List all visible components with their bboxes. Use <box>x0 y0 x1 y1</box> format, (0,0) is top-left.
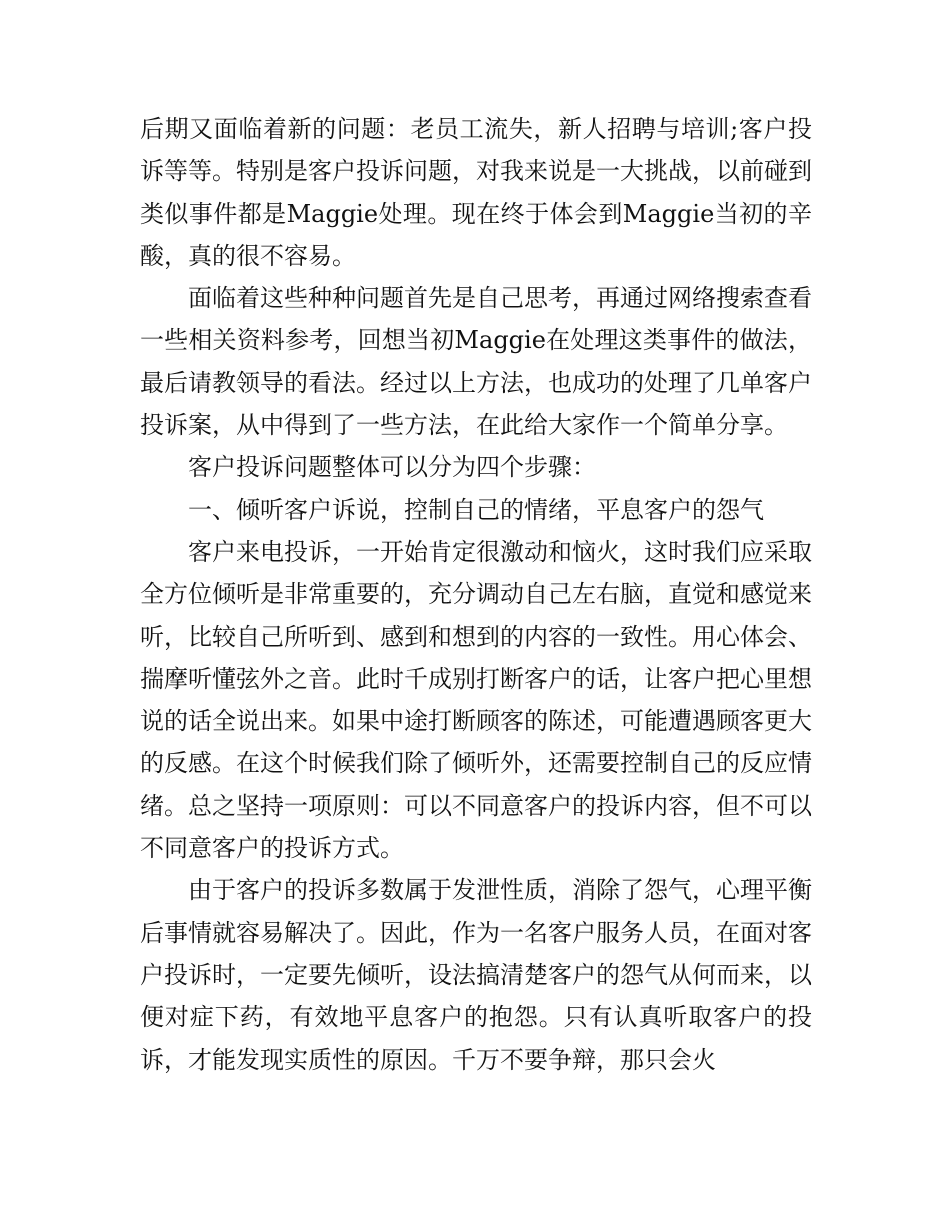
document-page <box>140 108 812 1081</box>
paragraph-continuation: 后期又面临着新的问题：老员工流失，新人招聘与培训;客户投诉等等。特别是客户投诉问题，对我来说是一大挑战，以前碰到类似事件都是Maggie处理。现在终于体会到Maggie当初的辛酸，真的很不容易。 <box>140 115 812 270</box>
paragraph-approach: 面临着这些种种问题首先是自己思考，再通过网络搜索查看一些相关资料参考，回想当初Maggie在处理这类事件的做法，最后请教领导的看法。经过以上方法，也成功的处理了几单客户投诉案，从中得到了一些方法，在此给大家作一个简单分享。 <box>140 284 812 440</box>
paragraph-steps-intro: 客户投诉问题整体可以分为四个步骤： <box>188 453 596 482</box>
paragraph-venting: 由于客户的投诉多数属于发泄性质，消除了怨气，心理平衡后事情就容易解决了。因此，作为一名客户服务人员，在面对客户投诉时，一定要先倾听，设法搞清楚客户的怨气从何而来，以便对症下药，有效地平息客户的抱怨。只有认真听取客户的投诉，才能发现实质性的原因。千万不要争辩，那只会火 <box>140 876 812 1074</box>
paragraph-listening: 客户来电投诉，一开始肯定很激动和恼火，这时我们应采取全方位倾听是非常重要的，充分调动自己左右脑，直觉和感觉来听，比较自己所听到、感到和想到的内容的一致性。用心体会、揣摩听懂弦外之音。此时千成别打断客户的话，让客户把心里想说的话全说出来。如果中途打断顾客的陈述，可能遭遇顾客更大的反感。在这个时候我们除了倾听外，还需要控制自己的反应情绪。总之坚持一项原则：可以不同意客户的投诉内容，但不可以不同意客户的投诉方式。 <box>140 537 812 863</box>
section-heading-step-one: 一、倾听客户诉说，控制自己的情绪，平息客户的怨气 <box>188 495 764 524</box>
